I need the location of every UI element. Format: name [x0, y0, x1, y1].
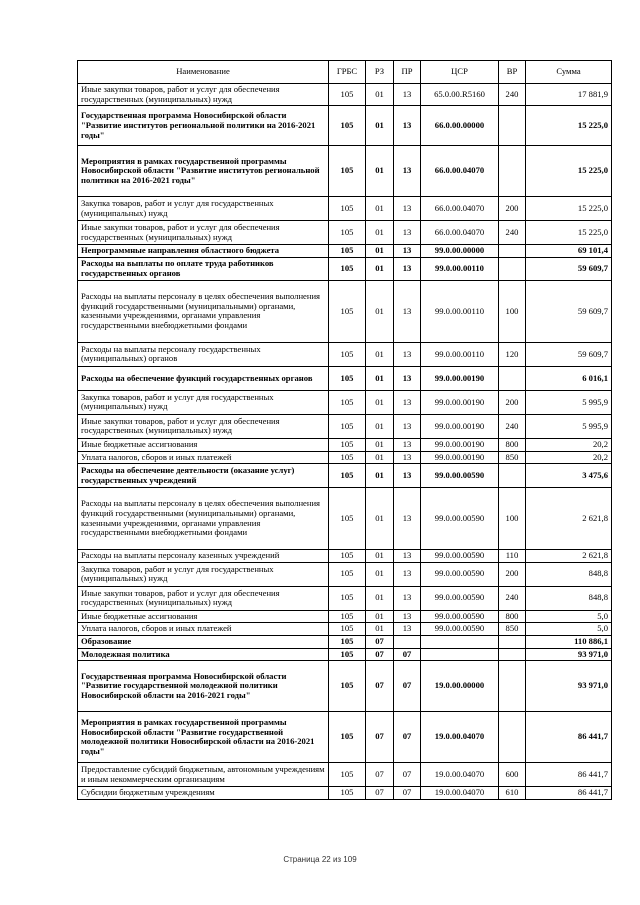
- row-pr: 13: [394, 106, 421, 146]
- row-csr: 99.0.00.00000: [421, 245, 499, 258]
- row-pr: 13: [394, 623, 421, 636]
- row-pr: 13: [394, 464, 421, 488]
- row-pr: 13: [394, 197, 421, 221]
- row-name: Закупка товаров, работ и услуг для государственных (муниципальных) нужд: [78, 197, 329, 221]
- header-name: Наименование: [78, 61, 329, 84]
- row-vr: 240: [499, 221, 526, 245]
- row-pr: 13: [394, 257, 421, 280]
- row-csr: 99.0.00.00110: [421, 257, 499, 280]
- row-pr: 13: [394, 550, 421, 563]
- row-sum: 6 016,1: [526, 366, 612, 390]
- row-rz: 01: [366, 610, 394, 623]
- row-csr: 65.0.00.R5160: [421, 84, 499, 106]
- row-sum: 5 995,9: [526, 414, 612, 438]
- row-pr: 13: [394, 342, 421, 366]
- row-pr: 07: [394, 648, 421, 661]
- row-pr: 13: [394, 366, 421, 390]
- row-sum: 17 881,9: [526, 84, 612, 106]
- header-row: [78, 61, 612, 84]
- row-rz: 07: [366, 648, 394, 661]
- row-vr: 850: [499, 451, 526, 464]
- row-sum: 15 225,0: [526, 221, 612, 245]
- row-rz: 01: [366, 106, 394, 146]
- row-csr: 99.0.00.00190: [421, 414, 499, 438]
- row-csr: 99.0.00.00190: [421, 438, 499, 451]
- row-pr: [394, 636, 421, 649]
- row-grbs: 105: [329, 342, 366, 366]
- row-grbs: 105: [329, 712, 366, 763]
- table-row: [78, 464, 612, 488]
- header-pr: ПР: [394, 61, 421, 84]
- row-vr: 200: [499, 197, 526, 221]
- row-grbs: 105: [329, 245, 366, 258]
- table-row: [78, 586, 612, 610]
- row-rz: 01: [366, 414, 394, 438]
- table-row: [78, 451, 612, 464]
- row-vr: 110: [499, 550, 526, 563]
- row-csr: 19.0.00.04070: [421, 787, 499, 800]
- row-csr: [421, 636, 499, 649]
- row-rz: 01: [366, 550, 394, 563]
- row-rz: 01: [366, 366, 394, 390]
- row-csr: 66.0.00.00000: [421, 106, 499, 146]
- row-rz: 01: [366, 451, 394, 464]
- row-csr: 66.0.00.04070: [421, 146, 499, 197]
- row-sum: 93 971,0: [526, 661, 612, 712]
- row-grbs: 105: [329, 636, 366, 649]
- row-grbs: 105: [329, 623, 366, 636]
- row-name: Расходы на выплаты персоналу в целях обеспечения выполнения функций государственными (муниципальными) органами, казенными учреждениями, органами управления государственными внебюджетными фондами: [78, 280, 329, 342]
- row-rz: 01: [366, 84, 394, 106]
- row-pr: 13: [394, 414, 421, 438]
- row-rz: 01: [366, 257, 394, 280]
- row-sum: 110 886,1: [526, 636, 612, 649]
- row-sum: 2 621,8: [526, 488, 612, 550]
- row-sum: 5,0: [526, 610, 612, 623]
- row-csr: 66.0.00.04070: [421, 197, 499, 221]
- row-sum: 86 441,7: [526, 763, 612, 787]
- budget-table: [77, 60, 612, 800]
- row-name: Государственная программа Новосибирской области "Развитие государственной молодежной политики Новосибирской области на 2016-2021 годы": [78, 661, 329, 712]
- table-row: [78, 390, 612, 414]
- row-csr: [421, 648, 499, 661]
- row-pr: 13: [394, 488, 421, 550]
- row-vr: 800: [499, 610, 526, 623]
- row-pr: 13: [394, 451, 421, 464]
- row-grbs: 105: [329, 84, 366, 106]
- row-grbs: 105: [329, 146, 366, 197]
- row-name: Закупка товаров, работ и услуг для государственных (муниципальных) нужд: [78, 390, 329, 414]
- table-row: [78, 763, 612, 787]
- row-pr: 13: [394, 280, 421, 342]
- row-sum: 848,8: [526, 562, 612, 586]
- row-rz: 01: [366, 464, 394, 488]
- row-vr: 100: [499, 488, 526, 550]
- table-row: [78, 488, 612, 550]
- row-pr: 13: [394, 562, 421, 586]
- table-row: [78, 342, 612, 366]
- row-sum: 15 225,0: [526, 146, 612, 197]
- row-sum: 15 225,0: [526, 197, 612, 221]
- row-rz: 01: [366, 390, 394, 414]
- header-rz: РЗ: [366, 61, 394, 84]
- row-csr: 66.0.00.04070: [421, 221, 499, 245]
- row-grbs: 105: [329, 280, 366, 342]
- row-csr: 99.0.00.00590: [421, 562, 499, 586]
- row-pr: 13: [394, 221, 421, 245]
- row-name: Иные бюджетные ассигнования: [78, 438, 329, 451]
- row-pr: 13: [394, 438, 421, 451]
- row-grbs: 105: [329, 661, 366, 712]
- row-csr: 19.0.00.04070: [421, 763, 499, 787]
- row-name: Уплата налогов, сборов и иных платежей: [78, 623, 329, 636]
- row-vr: [499, 648, 526, 661]
- row-csr: 99.0.00.00590: [421, 464, 499, 488]
- row-name: Иные бюджетные ассигнования: [78, 610, 329, 623]
- row-name: Иные закупки товаров, работ и услуг для обеспечения государственных (муниципальных) нужд: [78, 84, 329, 106]
- row-grbs: 105: [329, 763, 366, 787]
- row-grbs: 105: [329, 488, 366, 550]
- row-sum: 848,8: [526, 586, 612, 610]
- row-csr: 99.0.00.00590: [421, 488, 499, 550]
- row-vr: [499, 636, 526, 649]
- table-row: [78, 636, 612, 649]
- row-rz: 01: [366, 245, 394, 258]
- row-sum: 59 609,7: [526, 280, 612, 342]
- row-rz: 01: [366, 146, 394, 197]
- row-name: Мероприятия в рамках государственной программы Новосибирской области "Развитие государственной молодежной политики Новосибирской области на 2016-2021 годы": [78, 712, 329, 763]
- table-row: [78, 146, 612, 197]
- row-grbs: 105: [329, 648, 366, 661]
- header-sum: Сумма: [526, 61, 612, 84]
- row-vr: 100: [499, 280, 526, 342]
- page-number: Страница 22 из 109: [283, 855, 357, 864]
- row-rz: 01: [366, 197, 394, 221]
- row-csr: 19.0.00.04070: [421, 712, 499, 763]
- row-name: Иные закупки товаров, работ и услуг для обеспечения государственных (муниципальных) нужд: [78, 414, 329, 438]
- row-vr: 200: [499, 562, 526, 586]
- row-vr: 850: [499, 623, 526, 636]
- row-sum: 5 995,9: [526, 390, 612, 414]
- table-row: [78, 712, 612, 763]
- table-row: [78, 106, 612, 146]
- row-csr: 99.0.00.00110: [421, 280, 499, 342]
- table-row: [78, 366, 612, 390]
- table-row: [78, 438, 612, 451]
- row-vr: [499, 366, 526, 390]
- row-name: Закупка товаров, работ и услуг для государственных (муниципальных) нужд: [78, 562, 329, 586]
- row-sum: 20,2: [526, 438, 612, 451]
- row-rz: 07: [366, 787, 394, 800]
- table-row: [78, 550, 612, 563]
- row-name: Расходы на обеспечение деятельности (оказание услуг) государственных учреждений: [78, 464, 329, 488]
- table-row: [78, 221, 612, 245]
- table-row: [78, 257, 612, 280]
- row-vr: 800: [499, 438, 526, 451]
- row-rz: 01: [366, 586, 394, 610]
- table-row: [78, 623, 612, 636]
- row-grbs: 105: [329, 787, 366, 800]
- row-vr: [499, 245, 526, 258]
- row-grbs: 105: [329, 586, 366, 610]
- table-body: [78, 84, 612, 800]
- row-rz: 07: [366, 636, 394, 649]
- row-grbs: 105: [329, 197, 366, 221]
- row-pr: 13: [394, 245, 421, 258]
- row-sum: 59 609,7: [526, 257, 612, 280]
- row-rz: 01: [366, 221, 394, 245]
- row-pr: 07: [394, 763, 421, 787]
- row-sum: 5,0: [526, 623, 612, 636]
- row-csr: 99.0.00.00590: [421, 550, 499, 563]
- row-sum: 20,2: [526, 451, 612, 464]
- row-csr: 99.0.00.00590: [421, 586, 499, 610]
- row-vr: 240: [499, 84, 526, 106]
- row-pr: 13: [394, 84, 421, 106]
- row-sum: 86 441,7: [526, 712, 612, 763]
- row-pr: 13: [394, 586, 421, 610]
- row-pr: 07: [394, 661, 421, 712]
- header-vr: ВР: [499, 61, 526, 84]
- row-vr: 240: [499, 414, 526, 438]
- row-grbs: 105: [329, 610, 366, 623]
- table-row: [78, 661, 612, 712]
- row-rz: 07: [366, 712, 394, 763]
- row-name: Иные закупки товаров, работ и услуг для обеспечения государственных (муниципальных) нужд: [78, 221, 329, 245]
- table-row: [78, 648, 612, 661]
- row-vr: 610: [499, 787, 526, 800]
- row-vr: [499, 661, 526, 712]
- table-row: [78, 787, 612, 800]
- row-rz: 07: [366, 661, 394, 712]
- table-row: [78, 84, 612, 106]
- row-grbs: 105: [329, 438, 366, 451]
- row-grbs: 105: [329, 106, 366, 146]
- row-csr: 19.0.00.00000: [421, 661, 499, 712]
- row-grbs: 105: [329, 366, 366, 390]
- row-pr: 07: [394, 712, 421, 763]
- row-csr: 99.0.00.00190: [421, 366, 499, 390]
- row-name: Субсидии бюджетным учреждениям: [78, 787, 329, 800]
- row-vr: 600: [499, 763, 526, 787]
- row-vr: [499, 106, 526, 146]
- row-sum: 2 621,8: [526, 550, 612, 563]
- row-name: Непрограммные направления областного бюджета: [78, 245, 329, 258]
- header-csr: ЦСР: [421, 61, 499, 84]
- row-csr: 99.0.00.00590: [421, 610, 499, 623]
- table-row: [78, 197, 612, 221]
- row-name: Предоставление субсидий бюджетным, автономным учреждениям и иным некоммерческим организациям: [78, 763, 329, 787]
- row-vr: 240: [499, 586, 526, 610]
- row-vr: [499, 712, 526, 763]
- row-pr: 13: [394, 610, 421, 623]
- row-rz: 01: [366, 488, 394, 550]
- header-grbs: ГРБС: [329, 61, 366, 84]
- row-grbs: 105: [329, 562, 366, 586]
- row-vr: [499, 146, 526, 197]
- row-grbs: 105: [329, 464, 366, 488]
- row-grbs: 105: [329, 451, 366, 464]
- row-name: Иные закупки товаров, работ и услуг для обеспечения государственных (муниципальных) нужд: [78, 586, 329, 610]
- row-rz: 01: [366, 342, 394, 366]
- row-grbs: 105: [329, 221, 366, 245]
- row-rz: 01: [366, 438, 394, 451]
- row-pr: 13: [394, 146, 421, 197]
- table-row: [78, 414, 612, 438]
- row-vr: 200: [499, 390, 526, 414]
- row-sum: 93 971,0: [526, 648, 612, 661]
- row-sum: 69 101,4: [526, 245, 612, 258]
- row-rz: 07: [366, 763, 394, 787]
- row-grbs: 105: [329, 257, 366, 280]
- table-row: [78, 562, 612, 586]
- row-rz: 01: [366, 623, 394, 636]
- row-name: Расходы на выплаты персоналу государственных (муниципальных) органов: [78, 342, 329, 366]
- row-csr: 99.0.00.00190: [421, 451, 499, 464]
- row-csr: 99.0.00.00590: [421, 623, 499, 636]
- row-pr: 13: [394, 390, 421, 414]
- row-rz: 01: [366, 280, 394, 342]
- row-sum: 59 609,7: [526, 342, 612, 366]
- row-grbs: 105: [329, 414, 366, 438]
- row-csr: 99.0.00.00110: [421, 342, 499, 366]
- row-name: Расходы на обеспечение функций государственных органов: [78, 366, 329, 390]
- row-name: Молодежная политика: [78, 648, 329, 661]
- table-row: [78, 245, 612, 258]
- row-sum: 15 225,0: [526, 106, 612, 146]
- row-name: Расходы на выплаты персоналу в целях обеспечения выполнения функций государственными (муниципальными) органами, казенными учреждениями, органами управления государственными внебюджетными фондами: [78, 488, 329, 550]
- table-row: [78, 610, 612, 623]
- row-name: Образование: [78, 636, 329, 649]
- row-vr: 120: [499, 342, 526, 366]
- row-name: Государственная программа Новосибирской области "Развитие институтов региональной политики на 2016-2021 годы": [78, 106, 329, 146]
- row-vr: [499, 257, 526, 280]
- table-row: [78, 280, 612, 342]
- row-name: Расходы на выплаты персоналу казенных учреждений: [78, 550, 329, 563]
- row-grbs: 105: [329, 550, 366, 563]
- row-csr: 99.0.00.00190: [421, 390, 499, 414]
- row-pr: 07: [394, 787, 421, 800]
- row-vr: [499, 464, 526, 488]
- row-grbs: 105: [329, 390, 366, 414]
- row-sum: 86 441,7: [526, 787, 612, 800]
- row-sum: 3 475,6: [526, 464, 612, 488]
- row-name: Мероприятия в рамках государственной программы Новосибирской области "Развитие институтов региональной политики на 2016-2021 годы": [78, 146, 329, 197]
- row-name: Расходы на выплаты по оплате труда работников государственных органов: [78, 257, 329, 280]
- row-rz: 01: [366, 562, 394, 586]
- row-name: Уплата налогов, сборов и иных платежей: [78, 451, 329, 464]
